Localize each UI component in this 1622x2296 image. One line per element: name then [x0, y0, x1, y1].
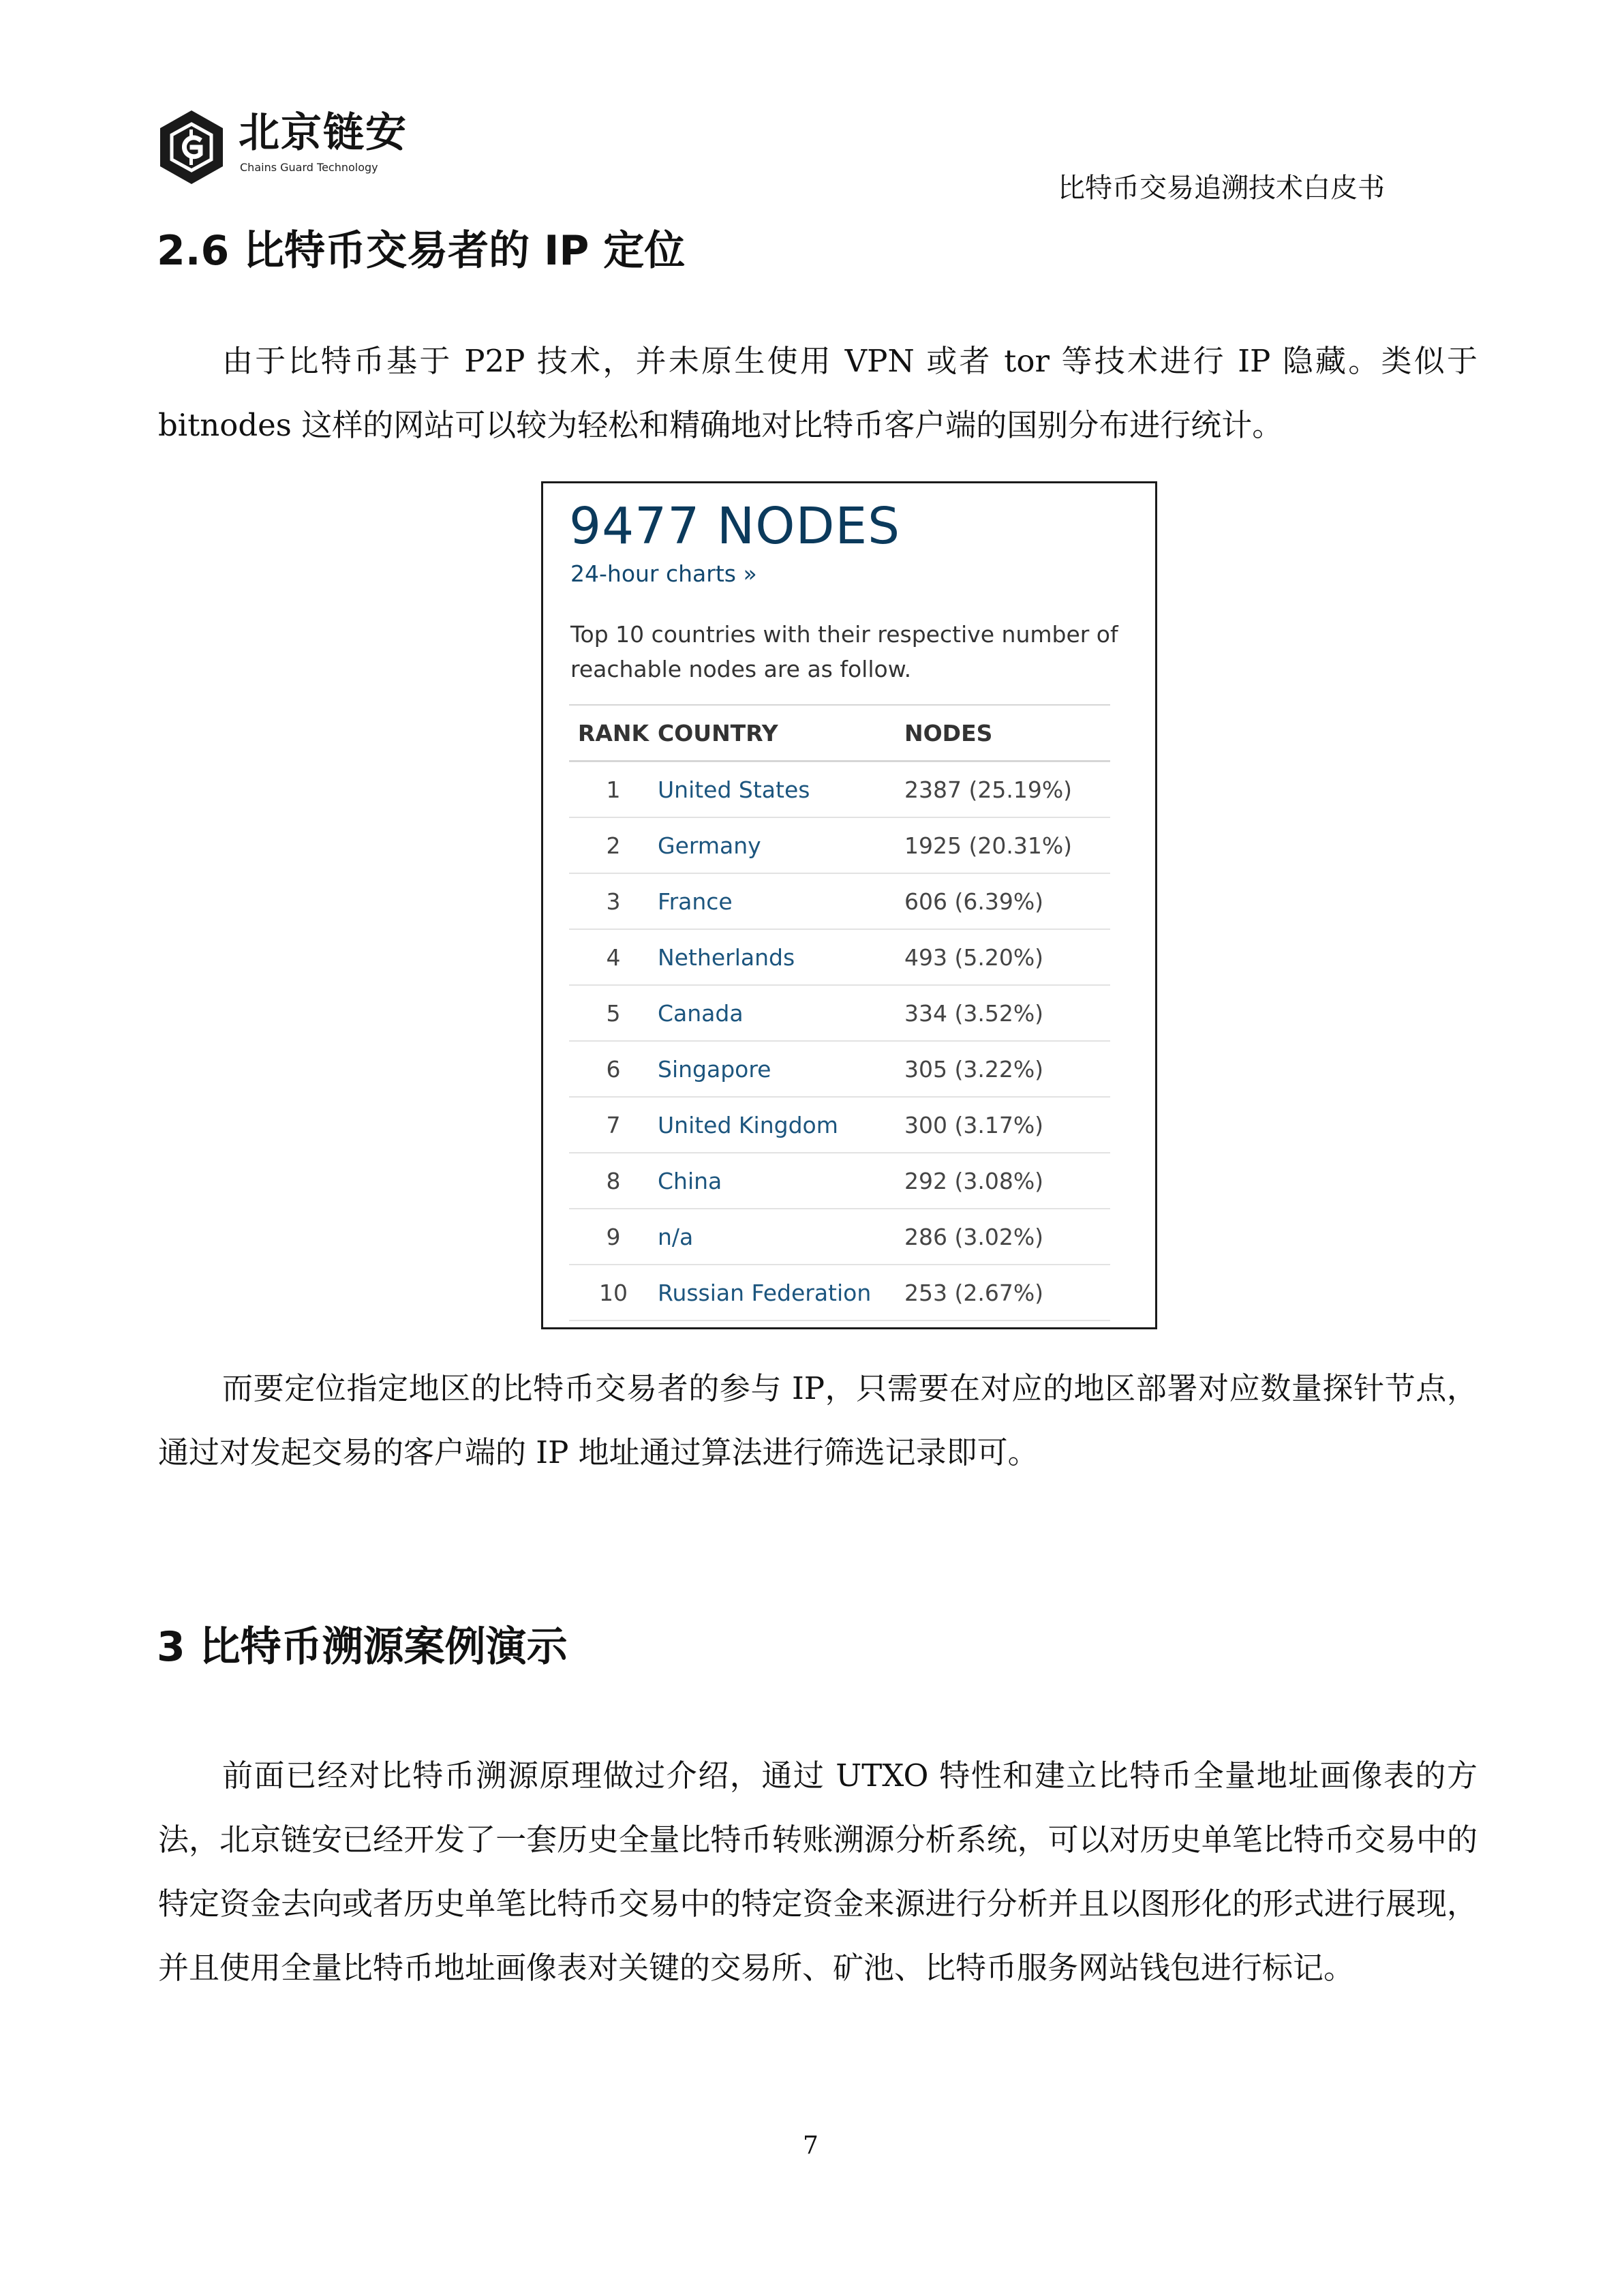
table-row	[569, 873, 1110, 929]
figure-description: Top 10 countries with their respective number of reachable nodes are as follow.	[570, 621, 1118, 682]
nodes-cell: 305 (3.22%)	[904, 1041, 1110, 1097]
nodes-cell: 493 (5.20%)	[904, 929, 1110, 985]
table-row	[569, 1209, 1110, 1265]
table-row	[569, 1097, 1110, 1153]
table-header-row	[569, 705, 1110, 761]
country-link[interactable]: Canada	[658, 985, 904, 1041]
table-row	[569, 929, 1110, 985]
country-link[interactable]: Netherlands	[658, 929, 904, 985]
rank-cell: 5	[569, 985, 658, 1041]
column-header-nodes: NODES	[904, 705, 1110, 761]
country-link[interactable]: n/a	[658, 1209, 904, 1265]
country-link[interactable]: Russian Federation	[658, 1265, 904, 1320]
table-row	[569, 1041, 1110, 1097]
rank-cell: 6	[569, 1041, 658, 1097]
nodes-cell: 292 (3.08%)	[904, 1153, 1110, 1209]
charts-link[interactable]: 24-hour charts »	[570, 560, 757, 587]
nodes-count-title: 9477 NODES	[569, 497, 901, 556]
logo-english-name: Chains Guard Technology	[240, 161, 378, 174]
country-link[interactable]: France	[658, 873, 904, 929]
table-row	[569, 761, 1110, 818]
logo-chinese-name: 北京链安	[239, 109, 408, 157]
nodes-cell: 334 (3.52%)	[904, 985, 1110, 1041]
section-heading-3: 3 比特币溯源案例演示	[157, 1623, 568, 1671]
table-row	[569, 1153, 1110, 1209]
paragraph-ip-location-intro: 由于比特币基于 P2P 技术，并未原生使用 VPN 或者 tor 等技术进行 IP 隐藏。类似于 bitnodes 这样的网站可以较为轻松和精确地对比特币客户端的国别分布进行统计。	[158, 343, 1478, 443]
column-header-rank: RANK	[569, 705, 658, 761]
table-row	[569, 985, 1110, 1041]
nodes-cell: 253 (2.67%)	[904, 1265, 1110, 1320]
nodes-cell: 286 (3.02%)	[904, 1209, 1110, 1265]
country-link[interactable]: Germany	[658, 817, 904, 873]
table-row	[569, 817, 1110, 873]
rank-cell: 4	[569, 929, 658, 985]
rank-cell: 9	[569, 1209, 658, 1265]
country-link[interactable]: Singapore	[658, 1041, 904, 1097]
rank-cell: 7	[569, 1097, 658, 1153]
table-row	[569, 1265, 1110, 1320]
nodes-cell: 2387 (25.19%)	[904, 761, 1110, 818]
rank-cell: 2	[569, 817, 658, 873]
countries-table	[569, 704, 1110, 1321]
country-link[interactable]: United Kingdom	[658, 1097, 904, 1153]
document-title: 比特币交易追溯技术白皮书	[1058, 172, 1385, 204]
nodes-cell: 300 (3.17%)	[904, 1097, 1110, 1153]
column-header-country: COUNTRY	[658, 705, 904, 761]
country-link[interactable]: United States	[658, 761, 904, 818]
paragraph-tracing-demo: 前面已经对比特币溯源原理做过介绍，通过 UTXO 特性和建立比特币全量地址画像表的方法，北京链安已经开发了一套历史全量比特币转账溯源分析系统，可以对历史单笔比特币交易中的特定资金去向或者历史单笔比特币交易中的特定资金来源进行分析并且以图形化的形式进行展现，并且使用全量比特币地址画像表对关键的交易所、矿池、比特币服务网站钱包进行标记。	[158, 1757, 1478, 1986]
rank-cell: 8	[569, 1153, 658, 1209]
chains-guard-logo-icon	[158, 109, 225, 185]
rank-cell: 3	[569, 873, 658, 929]
section-heading-2-6: 2.6 比特币交易者的 IP 定位	[157, 227, 686, 275]
page-number: 7	[803, 2132, 818, 2160]
nodes-cell: 1925 (20.31%)	[904, 817, 1110, 873]
paragraph-ip-probe-nodes: 而要定位指定地区的比特币交易者的参与 IP，只需要在对应的地区部署对应数量探针节点，通过对发起交易的客户端的 IP 地址通过算法进行筛选记录即可。	[158, 1370, 1478, 1470]
nodes-cell: 606 (6.39%)	[904, 873, 1110, 929]
rank-cell: 10	[569, 1265, 658, 1320]
rank-cell: 1	[569, 761, 658, 818]
country-link[interactable]: China	[658, 1153, 904, 1209]
bitnodes-figure	[541, 481, 1157, 1329]
